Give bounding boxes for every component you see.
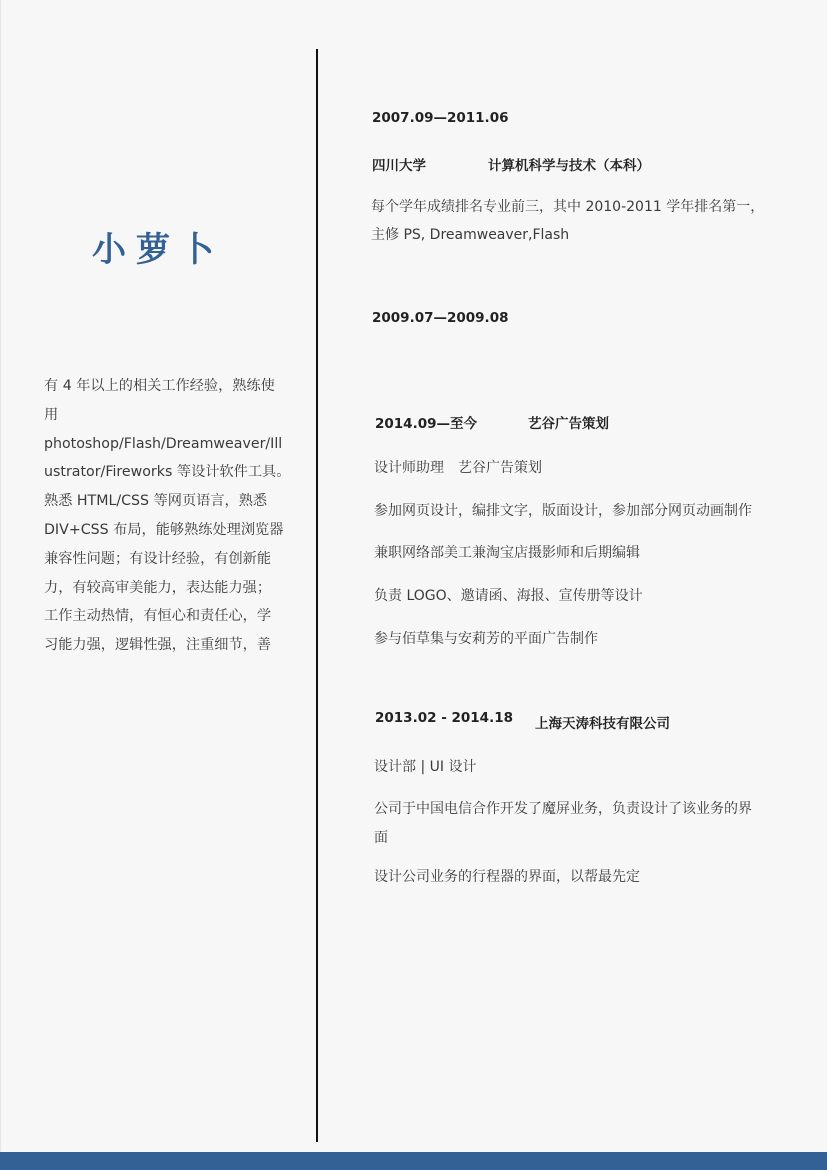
profile-summary (44, 372, 291, 660)
education-school: 四川大学 (372, 158, 426, 174)
experience-item: 公司于中国电信合作开发了魔屏业务，负责设计了该业务的界 (374, 801, 752, 817)
internship-period: 2009.07—2009.08 (372, 310, 509, 326)
clipped-experience-item (374, 866, 640, 885)
experience-period: 2013.02 - 2014.18 (375, 710, 513, 726)
summary-line: DIV+CSS 布局，能够熟练处理浏览器 (44, 521, 284, 538)
page-edge (0, 0, 1, 1152)
experience-item: 面 (374, 830, 388, 846)
experience-role: 设计部 | UI 设计 (374, 759, 477, 775)
column-divider (316, 49, 318, 1142)
summary-line: photoshop/Flash/Dreamweaver/Ill (44, 435, 283, 452)
experience-item: 负责 LOGO、邀请函、海报、宣传册等设计 (374, 588, 643, 604)
summary-line: 工作主动热情，有恒心和责任心，学 (44, 608, 272, 625)
summary-line: 用 (44, 406, 59, 423)
experience-item: 兼职网络部美工兼淘宝店摄影师和后期编辑 (374, 545, 640, 561)
experience-period: 2014.09—至今 (375, 416, 477, 432)
summary-line: 兼容性问题；有设计经验，有创新能 (44, 550, 272, 567)
clipped-text: 设计公司业务的行程器的界面，以帮最先定 (374, 869, 640, 885)
experience-role: 设计师助理 艺谷广告策划 (374, 460, 542, 476)
experience-item: 参加网页设计，编排文字，版面设计，参加部分网页动画制作 (374, 503, 752, 519)
summary-line: ustrator/Fireworks 等设计软件工具。 (44, 464, 291, 481)
experience-company: 上海天涛科技有限公司 (535, 716, 670, 732)
summary-line: 熟悉 HTML/CSS 等网页语言，熟悉 (44, 493, 268, 510)
summary-line: 有 4 年以上的相关工作经验，熟练使 (44, 378, 275, 394)
profile-name: 小萝卜 (92, 230, 224, 270)
summary-line: 习能力强，逻辑性强，注重细节，善 (44, 637, 272, 654)
education-detail: 每个学年成绩排名专业前三，其中 2010-2011 学年排名第一， (371, 199, 765, 215)
footer-accent-bar (0, 1152, 827, 1170)
education-detail: 主修 PS, Dreamweaver,Flash (371, 227, 570, 243)
summary-line: 力，有较高审美能力，表达能力强； (44, 579, 272, 596)
experience-item: 参与佰草集与安莉芳的平面广告制作 (374, 631, 598, 647)
experience-company: 艺谷广告策划 (528, 416, 609, 432)
education-period: 2007.09—2011.06 (372, 110, 509, 126)
education-major: 计算机科学与技术（本科） (488, 158, 650, 174)
